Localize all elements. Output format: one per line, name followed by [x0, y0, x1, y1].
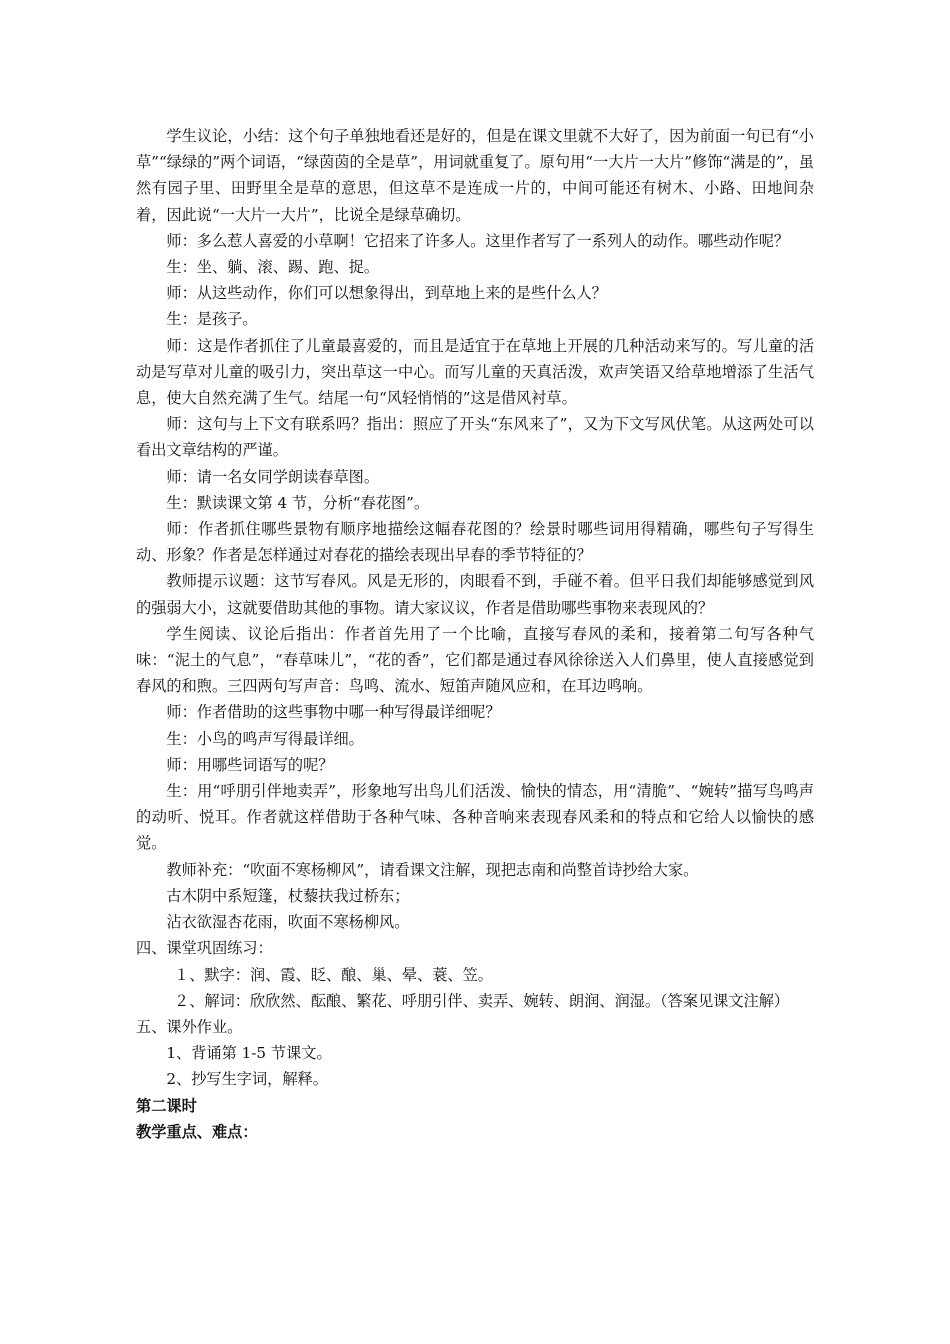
exercise-item: １、默字：润、霞、眨、酿、巢、晕、蓑、笠。 [174, 965, 493, 984]
lesson-title: 第二课时 [136, 1096, 197, 1115]
paragraph: 生：默读课文第 4 节，分析“春花图”。 [166, 493, 430, 512]
paragraph: 师：作者借助的这些事物中哪一种写得最详细呢？ [166, 703, 501, 722]
document-body [136, 123, 814, 1145]
paragraph: 生：小鸟的鸣声写得最详细。 [166, 729, 364, 748]
paragraph: 教师补充：“吹面不寒杨柳风”，请看课文注解，现把志南和尚整首诗抄给大家。 [166, 860, 699, 879]
poem-line: 古木阴中系短篷，杖藜扶我过桥东； [166, 886, 410, 905]
section-heading: 四、课堂巩固练习： [136, 939, 273, 958]
paragraph: 师：从这些动作，你们可以想象得出，到草地上来的是些什么人？ [166, 284, 607, 303]
paragraph: 师：作者抓住哪些景物有顺序地描绘这幅春花图的？绘景时哪些词用得精确，哪些句子写得生动、形象？作者是怎样通过对春花的描绘表现出早春的季节特征的？ [136, 520, 814, 565]
poem-line: 沾衣欲湿杏花雨，吹面不寒杨柳风。 [166, 913, 410, 932]
paragraph: 学生议论，小结：这个句子单独地看还是好的，但是在课文里就不大好了，因为前面一句已有“小草”“绿绿的”两个词语，“绿茵茵的全是草”，用词就重复了。原句用“一大片一大片”修饰“满是的”，虽然有园子里、田野里全是草的意思，但这草不是连成一片的，中间可能还有树木、小路、田地间杂着，因此说“一大片一大片”，比说全是绿草确切。 [136, 127, 814, 224]
exercise-item: ２、解词：欣欣然、酝酿、繁花、呼朋引伴、卖弄、婉转、朗润、润湿。（答案见课文注解） [174, 991, 790, 1010]
subheading: 教学重点、难点： [136, 1122, 258, 1141]
homework-item: 1、背诵第 1-5 节课文。 [166, 1044, 332, 1063]
paragraph: 生：坐、躺、滚、踢、跑、捉。 [166, 258, 380, 277]
paragraph: 学生阅读、议论后指出：作者首先用了一个比喻，直接写春风的柔和，接着第二句写各种气味：“泥土的气息”，“春草味儿”，“花的香”，它们都是通过春风徐徐送入人们鼻里，使人直接感觉到春风的和煦。三四两句写声音：鸟鸣、流水、短笛声随风应和，在耳边鸣响。 [136, 624, 814, 696]
paragraph: 师：这句与上下文有联系吗？指出：照应了开头“东风来了”，又为下文写风伏笔。从这两处可以看出文章结构的严谨。 [136, 415, 814, 460]
paragraph: 师：这是作者抓住了儿童最喜爱的，而且是适宜于在草地上开展的几种活动来写的。写儿童的活动是写草对儿童的吸引力，突出草这一中心。而写儿童的天真活泼，欢声笑语又给草地增添了生活气息，使大自然充满了生气。结尾一句“风轻悄悄的”这是借风衬草。 [136, 336, 814, 408]
paragraph: 师：多么惹人喜爱的小草啊！它招来了许多人。这里作者写了一系列人的动作。哪些动作呢？ [166, 231, 790, 250]
paragraph: 师：用哪些词语写的呢？ [166, 755, 334, 774]
section-heading: 五、课外作业。 [136, 1017, 243, 1036]
paragraph: 师：请一名女同学朗读春草图。 [166, 467, 380, 486]
paragraph: 生：用“呼朋引伴地卖弄”，形象地写出鸟儿们活泼、愉快的情态，用“清脆”、“婉转”描写鸟鸣声的动听、悦耳。作者就这样借助于各种气味、各种音响来表现春风柔和的特点和它给人以愉快的感觉。 [136, 782, 814, 853]
homework-item: 2、抄写生字词，解释。 [166, 1070, 328, 1089]
paragraph: 生：是孩子。 [166, 310, 258, 329]
paragraph: 教师提示议题：这节写春风。风是无形的，肉眼看不到，手碰不着。但平日我们却能够感觉到风的强弱大小，这就要借助其他的事物。请大家议议，作者是借助哪些事物来表现风的？ [136, 572, 814, 617]
